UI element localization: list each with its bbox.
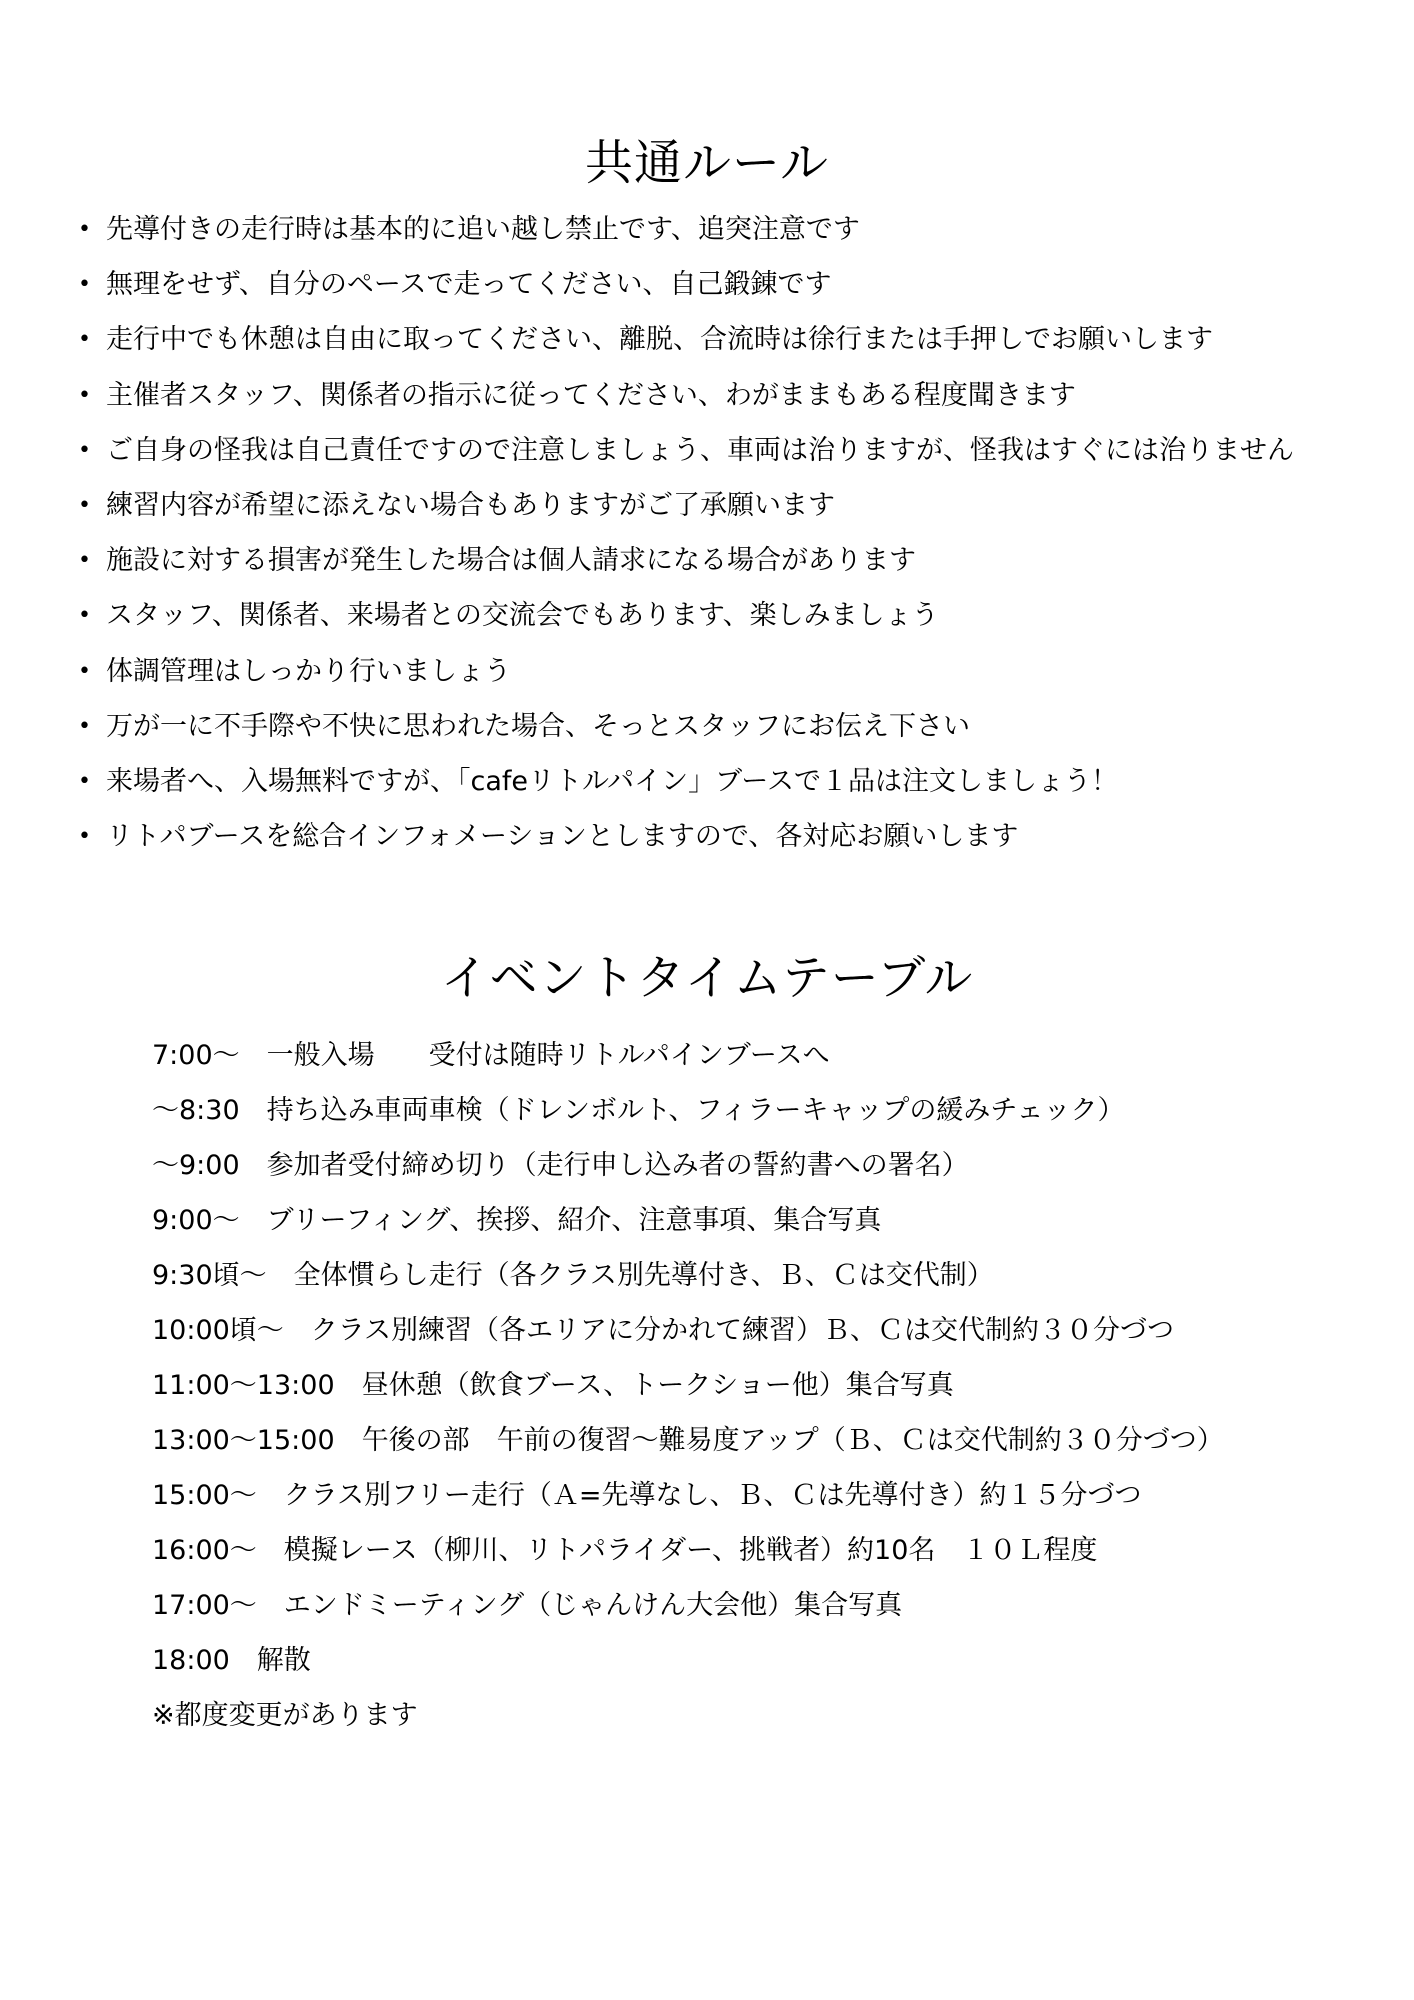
bullet-icon: • xyxy=(78,437,91,463)
rule-text: 来場者へ、入場無料ですが、「cafeリトルパイン」ブースで１品は注文しましょう！ xyxy=(106,765,1118,797)
timetable-list xyxy=(152,1028,1382,1743)
bullet-icon: • xyxy=(78,713,91,739)
rule-text: 万が一に不手際や不快に思われた場合、そっとスタッフにお伝え下さい xyxy=(106,710,970,742)
bullet-icon: • xyxy=(78,272,91,298)
bullet-icon: • xyxy=(78,768,91,794)
list-item xyxy=(78,809,1388,864)
rule-text: リトパブースを総合インフォメーションとしますので、各対応お願いします xyxy=(106,821,1019,853)
list-item xyxy=(78,588,1388,643)
bullet-icon: • xyxy=(78,603,91,629)
rule-text: ご自身の怪我は自己責任ですので注意しましょう、車両は治りますが、怪我はすぐには治りません xyxy=(106,434,1294,466)
rules-list xyxy=(78,202,1388,864)
list-item xyxy=(78,533,1388,588)
bullet-icon: • xyxy=(78,382,91,408)
rule-text: 先導付きの走行時は基本的に追い越し禁止です、追突注意です xyxy=(106,214,860,245)
list-item xyxy=(78,754,1388,809)
timetable-entry: 7:00〜 一般入場 受付は随時リトルパインブースへ xyxy=(152,1040,830,1071)
rule-text: 走行中でも休憩は自由に取ってください、離脱、合流時は徐行または手押しでお願いします xyxy=(106,324,1213,356)
timetable-entry: 16:00〜 模擬レース（柳川、リトパライダー、挑戦者）約10名 １０Ｌ程度 xyxy=(152,1535,1098,1566)
bullet-icon: • xyxy=(78,217,91,242)
rule-text: 練習内容が希望に添えない場合もありますがご了承願います xyxy=(106,489,835,521)
list-item xyxy=(78,423,1388,478)
bullet-icon: • xyxy=(78,824,91,850)
bullet-icon: • xyxy=(78,658,91,684)
rule-text: 主催者スタッフ、関係者の指示に従ってください、わがままもある程度聞きます xyxy=(106,379,1076,411)
timetable-entry: 〜8:30 持ち込み車両車検（ドレンボルト、フィラーキャップの緩みチェック） xyxy=(152,1095,1125,1126)
list-item xyxy=(78,312,1388,367)
timetable-entry: 13:00〜15:00 午後の部 午前の復習〜難易度アップ（Ｂ、Ｃは交代制約３０分づつ） xyxy=(152,1425,1224,1456)
timetable-entry: 10:00頃〜 クラス別練習（各エリアに分かれて練習）Ｂ、Ｃは交代制約３０分づつ xyxy=(152,1315,1174,1346)
timetable-entry: 9:00〜 ブリーフィング、挨拶、紹介、注意事項、集合写真 xyxy=(152,1205,882,1236)
list-item xyxy=(78,368,1388,423)
list-item xyxy=(78,699,1388,754)
list-item xyxy=(78,257,1388,312)
timetable-entry: 9:30頃〜 全体慣らし走行（各クラス別先導付き、Ｂ、Ｃは交代制） xyxy=(152,1260,994,1291)
bullet-icon: • xyxy=(78,327,91,353)
list-item xyxy=(78,478,1388,533)
timetable-entry: 11:00〜13:00 昼休憩（飲食ブース、トークショー他）集合写真 xyxy=(152,1370,954,1401)
rule-text: 体調管理はしっかり行いましょう xyxy=(106,655,511,687)
timetable-entry: 〜9:00 参加者受付締め切り（走行申し込み者の誓約書への署名） xyxy=(152,1150,969,1181)
timetable-note: ※都度変更があります xyxy=(152,1700,418,1731)
rule-text: 施設に対する損害が発生した場合は個人請求になる場合があります xyxy=(106,545,916,577)
list-item xyxy=(78,644,1388,699)
bullet-icon: • xyxy=(78,492,91,518)
timetable-entry: 15:00〜 クラス別フリー走行（Ａ=先導なし、Ｂ、Ｃは先導付き）約１５分づつ xyxy=(152,1480,1142,1511)
list-item xyxy=(78,202,1388,257)
rule-text: スタッフ、関係者、来場者との交流会でもあります、楽しみましょう xyxy=(106,600,939,632)
rules-heading: 共通ルール xyxy=(584,135,830,191)
timetable-heading: イベントタイムテーブル xyxy=(440,950,974,1006)
bullet-icon: • xyxy=(78,548,91,574)
timetable-entry: 18:00 解散 xyxy=(152,1645,311,1676)
timetable-entry: 17:00〜 エンドミーティング（じゃんけん大会他）集合写真 xyxy=(152,1590,903,1621)
rule-text: 無理をせず、自分のペースで走ってください、自己鍛錬です xyxy=(106,269,832,301)
